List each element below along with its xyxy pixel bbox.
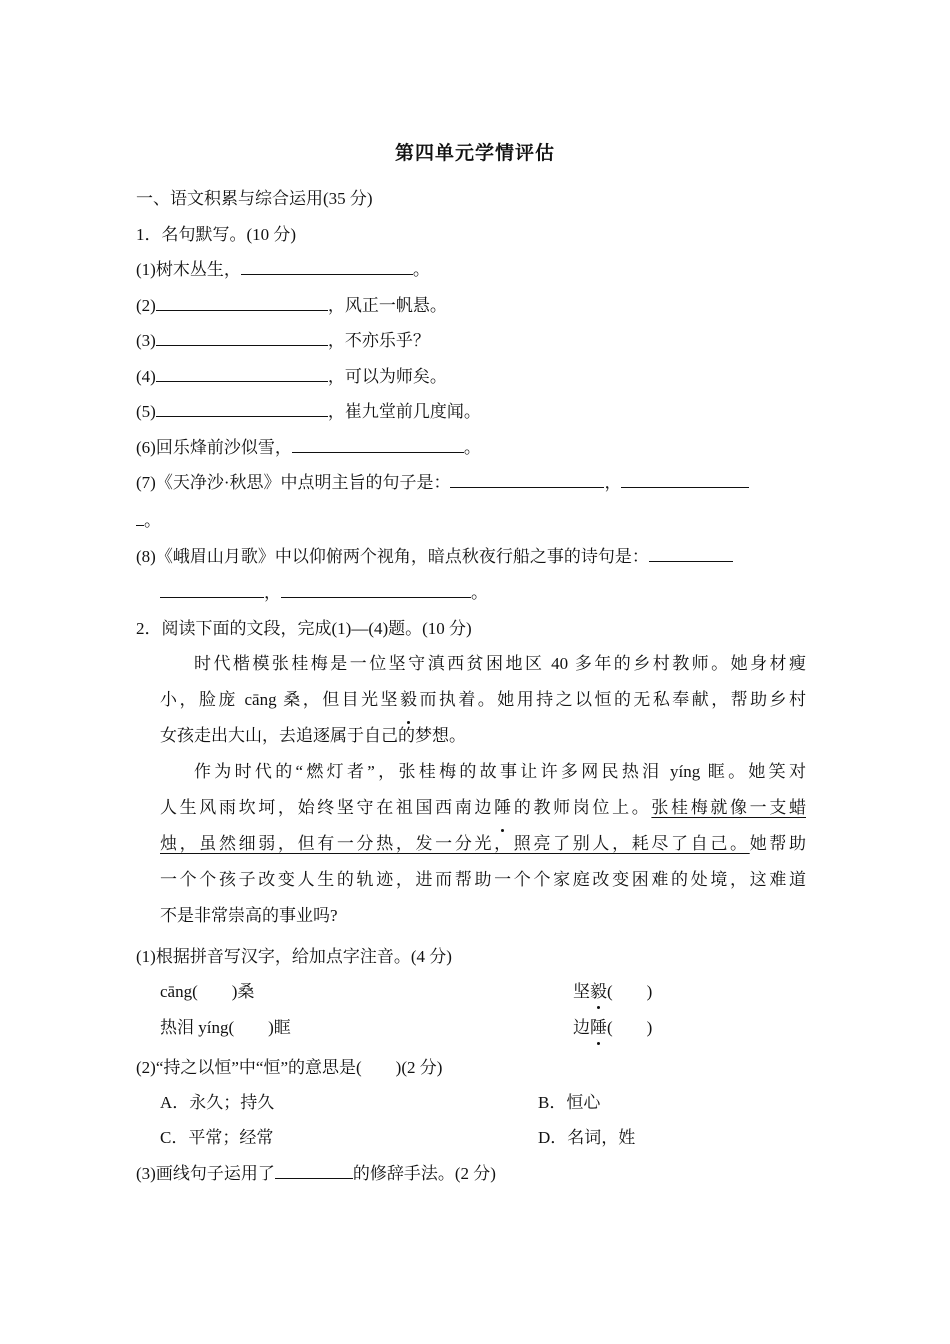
q1-item-2: [136, 295, 447, 317]
passage-line: 一个个孩子改变人生的轨迹，进而帮助一个个家庭改变困难的处境，这难道: [160, 870, 806, 889]
item-suffix: ，风正一帆悬。: [327, 296, 447, 315]
answer-blank[interactable]: [292, 437, 464, 453]
q1-item-5: [136, 401, 481, 423]
passage-line: 小，脸庞 cāng 桑，但目光坚毅而执着。她用持之以恒的无私奉献，帮助乡村: [160, 682, 806, 718]
pinyin-item-cang[interactable]: cāng( )桑: [160, 982, 255, 1001]
page-title: 第四单元学情评估: [394, 143, 555, 164]
pinyin-item-ying[interactable]: 热泪 yíng( )眶: [160, 1018, 291, 1037]
answer-blank[interactable]: [281, 582, 471, 598]
q1-item-7: [136, 472, 749, 494]
answer-blank[interactable]: [649, 546, 733, 562]
item-suffix: 。: [471, 583, 488, 602]
q1-item-1: [136, 259, 430, 281]
item-suffix: 。: [463, 438, 481, 457]
item-prefix: (5): [136, 402, 156, 421]
answer-blank[interactable]: [156, 366, 328, 382]
option-b[interactable]: B．恒心: [538, 1093, 601, 1112]
item-prefix: (4): [136, 367, 156, 386]
item-prefix: (3): [136, 331, 156, 350]
q2-sub-3: (3)画线句子运用了 的修辞手法。(2 分): [136, 1164, 496, 1183]
item-prefix: (2): [136, 296, 156, 315]
q1-item-4: [136, 366, 447, 388]
q1-item-6: [136, 437, 481, 459]
dotted-character: 毅: [590, 982, 607, 1001]
item-suffix: 。: [412, 260, 430, 279]
answer-blank[interactable]: [156, 295, 328, 311]
section-heading: 一、语文积累与综合运用(35 分): [136, 189, 373, 208]
q1-item-7-continued: [136, 510, 161, 532]
item-separator: ，: [604, 473, 622, 492]
item-prefix: (8)《峨眉山月歌》中以仰俯两个视角，暗点秋夜行船之事的诗句是：: [136, 547, 649, 566]
item-prefix: (1)树木丛生，: [136, 260, 241, 279]
passage-line: 烛，虽然细弱，但有一分热，发一分光，照亮了别人，耗尽了自己。她帮助: [160, 834, 806, 853]
answer-blank[interactable]: [156, 401, 328, 417]
passage-line: 不是非常崇高的事业吗?: [160, 906, 338, 925]
passage-line: 时代楷模张桂梅是一位坚守滇西贫困地区 40 多年的乡村教师。她身材瘦: [194, 654, 806, 673]
item-prefix: (6)回乐烽前沙似雪，: [136, 438, 292, 457]
answer-blank[interactable]: [621, 472, 749, 488]
answer-blank[interactable]: [275, 1163, 353, 1179]
option-a[interactable]: A．永久；持久: [160, 1093, 275, 1112]
item-suffix: ，可以为师矣。: [327, 367, 447, 386]
answer-blank[interactable]: [160, 582, 264, 598]
q1-item-3: [136, 330, 430, 352]
item-separator: ，: [264, 583, 281, 602]
answer-blank[interactable]: [241, 259, 413, 275]
answer-blank[interactable]: [450, 472, 604, 488]
option-c[interactable]: C．平常；经常: [160, 1128, 274, 1147]
q1-item-8-continued: [160, 582, 488, 604]
answer-blank[interactable]: [136, 510, 144, 526]
q2-sub-1: (1)根据拼音写汉字，给加点字注音。(4 分): [136, 947, 452, 966]
passage-line: 人生风雨坎坷，始终坚守在祖国西南边陲的教师岗位上。张桂梅就像一支蜡: [160, 790, 806, 826]
q2-sub-2: (2)“持之以恒”中“恒”的意思是( )(2 分): [136, 1058, 443, 1077]
question-1-stem: 1．名句默写。(10 分): [136, 225, 297, 244]
q1-item-8: [136, 546, 733, 568]
passage-line: 作为时代的“燃灯者”，张桂梅的故事让许多网民热泪 yíng 眶。她笑对: [194, 762, 806, 781]
dotted-character: 陲: [590, 1018, 607, 1037]
underlined-sentence: 烛，虽然细弱，但有一分热，发一分光，照亮了别人，耗尽了自己。: [160, 834, 750, 853]
option-d[interactable]: D．名词，姓: [538, 1128, 636, 1147]
passage-line: 女孩走出大山，去追逐属于自己的梦想。: [160, 726, 466, 745]
item-suffix: ，崔九堂前几度闻。: [327, 402, 481, 421]
item-suffix: ，不亦乐乎？: [327, 331, 430, 350]
item-suffix: 。: [144, 511, 161, 530]
dotted-character: 陲: [494, 790, 511, 826]
dotted-character: 毅: [400, 682, 417, 718]
underlined-sentence: 张桂梅就像一支蜡: [651, 798, 806, 817]
item-prefix: (7)《天净沙·秋思》中点明主旨的句子是：: [136, 473, 451, 492]
answer-blank[interactable]: [156, 330, 328, 346]
pinyin-item-yi[interactable]: 坚毅( ): [573, 982, 653, 1001]
question-2-stem: 2．阅读下面的文段，完成(1)—(4)题。(10 分): [136, 619, 472, 638]
pinyin-item-chui[interactable]: 边陲( ): [573, 1018, 653, 1037]
reading-passage: [160, 646, 806, 934]
